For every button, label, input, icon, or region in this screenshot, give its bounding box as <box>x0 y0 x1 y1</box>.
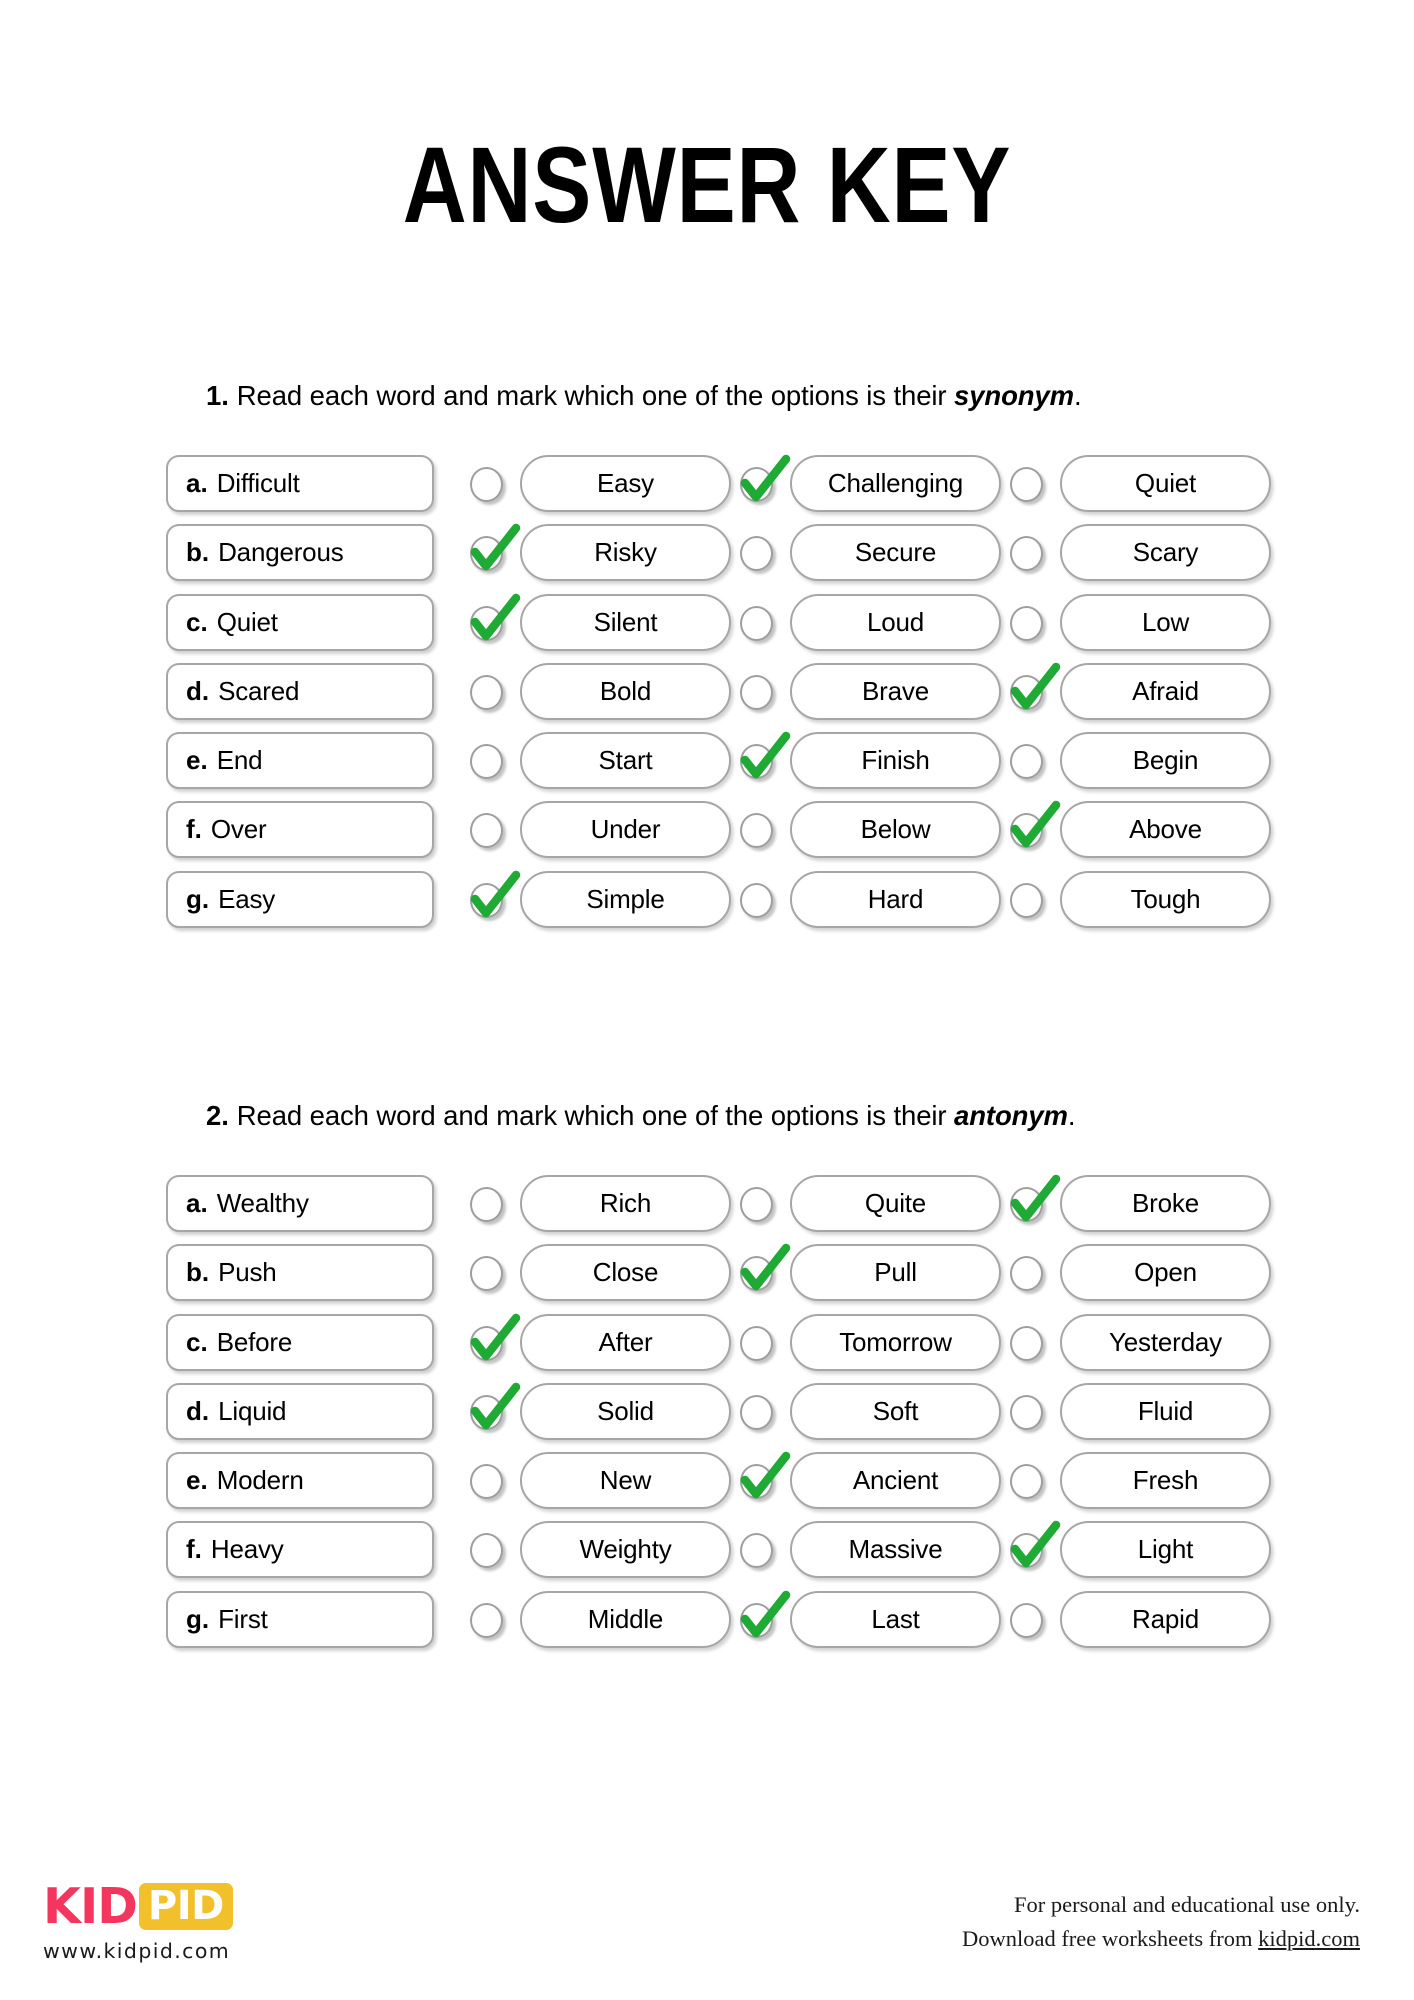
option-pill[interactable] <box>1060 455 1271 512</box>
option-label: New <box>599 1465 652 1496</box>
option-label: Under <box>590 814 661 845</box>
page-title-text: ANSWER KEY <box>402 124 1012 245</box>
logo-url: www.kidpid.com <box>43 1939 231 1963</box>
option-pill[interactable] <box>520 801 731 858</box>
question-word-box <box>166 801 434 858</box>
option-label: Quiet <box>1134 468 1197 498</box>
option-pill[interactable] <box>790 871 1001 928</box>
section-2-keyword: antonym <box>954 1100 1068 1131</box>
option-pill[interactable] <box>520 1244 731 1301</box>
option-radio-circle[interactable] <box>470 813 503 848</box>
question-word: Before <box>216 1326 293 1357</box>
option-pill[interactable] <box>790 1175 1001 1232</box>
option-radio-circle[interactable] <box>740 606 773 641</box>
option-radio-circle[interactable] <box>1010 675 1043 710</box>
question-letter: b. <box>186 1257 210 1288</box>
question-row <box>0 1518 1414 1587</box>
option-pill[interactable] <box>1060 1452 1271 1509</box>
option-radio-circle[interactable] <box>1010 1187 1043 1222</box>
option-radio-circle[interactable] <box>740 467 773 502</box>
option-radio-circle[interactable] <box>1010 467 1043 502</box>
question-word-box <box>166 663 434 720</box>
section-1-number: 1. <box>206 380 229 411</box>
question-letter: d. <box>186 1395 210 1426</box>
option-label: Light <box>1137 1534 1194 1565</box>
question-word-box <box>166 871 434 928</box>
option-label: Loud <box>866 606 925 637</box>
question-word-box <box>166 1591 434 1648</box>
option-label: Hard <box>867 883 924 914</box>
question-word-box <box>166 594 434 651</box>
question-word-box <box>166 1314 434 1371</box>
option-label: Easy <box>596 468 654 498</box>
option-radio-circle[interactable] <box>740 1603 773 1638</box>
option-radio-circle[interactable] <box>1010 813 1043 848</box>
option-pill[interactable] <box>520 1521 731 1578</box>
option-pill[interactable] <box>790 1521 1001 1578</box>
option-pill[interactable] <box>520 1314 731 1371</box>
kidpid-logo <box>43 1877 233 1963</box>
option-radio-circle[interactable] <box>1010 606 1043 641</box>
option-radio-circle[interactable] <box>470 1187 503 1222</box>
question-word: Difficult <box>216 468 300 498</box>
option-radio-circle[interactable] <box>740 1533 773 1568</box>
option-pill[interactable] <box>1060 594 1271 651</box>
option-radio-circle[interactable] <box>740 813 773 848</box>
option-label: Brave <box>862 675 929 706</box>
option-label: Simple <box>586 883 665 914</box>
option-label: Finish <box>861 745 930 776</box>
question-letter: e. <box>186 745 208 776</box>
question-word: Modern <box>216 1465 304 1496</box>
option-label: Broke <box>1132 1188 1199 1218</box>
question-word: Push <box>218 1257 277 1288</box>
option-label: Tomorrow <box>839 1326 952 1357</box>
option-radio-circle[interactable] <box>1010 744 1043 779</box>
kidpid-link[interactable]: kidpid.com <box>1258 1925 1360 1951</box>
option-pill[interactable] <box>520 455 731 512</box>
question-letter: g. <box>186 883 210 914</box>
question-row <box>0 521 1414 590</box>
option-label: Scary <box>1132 537 1199 568</box>
option-pill[interactable] <box>1060 732 1271 789</box>
option-radio-circle[interactable] <box>740 675 773 710</box>
option-radio-circle[interactable] <box>1010 536 1043 571</box>
option-radio-circle[interactable] <box>470 1533 503 1568</box>
option-radio-circle[interactable] <box>470 1326 503 1361</box>
question-word: Heavy <box>210 1534 284 1565</box>
option-label: Fresh <box>1132 1465 1199 1496</box>
option-radio-circle[interactable] <box>470 1395 503 1430</box>
question-letter: c. <box>186 1326 208 1357</box>
question-word-box <box>166 455 434 512</box>
section-1-instruction-prefix: Read each word and mark which one of the options is their <box>236 380 954 411</box>
option-pill[interactable] <box>1060 871 1271 928</box>
option-pill[interactable] <box>790 455 1001 512</box>
option-label: Start <box>598 745 653 776</box>
option-label: After <box>598 1326 653 1357</box>
option-pill[interactable] <box>520 663 731 720</box>
option-radio-circle[interactable] <box>1010 883 1043 918</box>
option-pill[interactable] <box>520 732 731 789</box>
question-word-box <box>166 732 434 789</box>
option-label: Fluid <box>1137 1395 1194 1426</box>
option-label: Weighty <box>579 1534 672 1565</box>
option-pill[interactable] <box>790 663 1001 720</box>
option-pill[interactable] <box>520 1452 731 1509</box>
question-row <box>0 591 1414 660</box>
question-word-box <box>166 1383 434 1440</box>
option-pill[interactable] <box>1060 524 1271 581</box>
question-word-box <box>166 1452 434 1509</box>
question-row <box>0 660 1414 729</box>
option-radio-circle[interactable] <box>740 1187 773 1222</box>
option-radio-circle[interactable] <box>1010 1256 1043 1291</box>
option-label: Begin <box>1132 745 1199 776</box>
question-row <box>0 1241 1414 1310</box>
option-label: Solid <box>597 1395 654 1426</box>
logo-kid-text: KID <box>43 1877 137 1935</box>
question-letter: f. <box>186 1534 202 1565</box>
option-radio-circle[interactable] <box>470 536 503 571</box>
option-pill[interactable] <box>1060 1244 1271 1301</box>
question-word: Easy <box>218 883 276 914</box>
option-radio-circle[interactable] <box>1010 1533 1043 1568</box>
option-radio-circle[interactable] <box>470 1603 503 1638</box>
option-radio-circle[interactable] <box>1010 1395 1043 1430</box>
option-label: Challenging <box>827 468 964 498</box>
option-pill[interactable] <box>1060 1591 1271 1648</box>
option-label: Tough <box>1130 883 1201 914</box>
logo-pid-badge <box>139 1883 233 1930</box>
question-letter: c. <box>186 606 208 637</box>
question-letter: d. <box>186 675 210 706</box>
question-row <box>0 1588 1414 1657</box>
option-label: Risky <box>594 537 657 568</box>
section-1-rows <box>0 452 1414 937</box>
question-row <box>0 1449 1414 1518</box>
question-row <box>0 1380 1414 1449</box>
option-radio-circle[interactable] <box>740 744 773 779</box>
option-pill[interactable] <box>1060 1521 1271 1578</box>
question-letter: g. <box>186 1603 210 1634</box>
option-radio-circle[interactable] <box>470 744 503 779</box>
option-radio-circle[interactable] <box>470 883 503 918</box>
option-label: Low <box>1141 606 1190 637</box>
question-word: Scared <box>218 675 300 706</box>
option-label: Above <box>1129 814 1202 845</box>
option-label: Soft <box>872 1395 919 1426</box>
option-radio-circle[interactable] <box>740 883 773 918</box>
section-2-number: 2. <box>206 1100 229 1131</box>
option-pill[interactable] <box>790 594 1001 651</box>
question-row <box>0 798 1414 867</box>
option-radio-circle[interactable] <box>740 1464 773 1499</box>
logo-pid-text: PID <box>147 1882 224 1929</box>
option-pill[interactable] <box>1060 663 1271 720</box>
question-row <box>0 868 1414 937</box>
question-word: Dangerous <box>218 537 344 568</box>
question-letter: e. <box>186 1465 208 1496</box>
option-pill[interactable] <box>1060 1175 1271 1232</box>
option-radio-circle[interactable] <box>740 1256 773 1291</box>
option-pill[interactable] <box>790 1244 1001 1301</box>
option-label: Bold <box>599 675 652 706</box>
option-pill[interactable] <box>520 1175 731 1232</box>
question-row <box>0 452 1414 521</box>
option-radio-circle[interactable] <box>1010 1603 1043 1638</box>
question-word-box <box>166 524 434 581</box>
option-radio-circle[interactable] <box>740 1326 773 1361</box>
question-letter: a. <box>186 1188 208 1218</box>
option-label: Secure <box>854 537 937 568</box>
page-title <box>127 124 1286 245</box>
option-radio-circle[interactable] <box>740 1395 773 1430</box>
section-2-instruction <box>206 1100 1306 1132</box>
question-row <box>0 729 1414 798</box>
option-radio-circle[interactable] <box>470 467 503 502</box>
option-pill[interactable] <box>790 524 1001 581</box>
option-radio-circle[interactable] <box>740 536 773 571</box>
option-pill[interactable] <box>1060 1314 1271 1371</box>
question-word: Liquid <box>218 1395 287 1426</box>
question-letter: b. <box>186 537 210 568</box>
option-pill[interactable] <box>790 1591 1001 1648</box>
option-pill[interactable] <box>790 801 1001 858</box>
section-1-instruction <box>206 380 1306 412</box>
footer-line-2-prefix: Download free worksheets from <box>961 1925 1259 1951</box>
question-word: Over <box>210 814 267 845</box>
option-pill[interactable] <box>520 1591 731 1648</box>
option-pill[interactable] <box>520 524 731 581</box>
question-letter: f. <box>186 814 202 845</box>
option-radio-circle[interactable] <box>1010 1326 1043 1361</box>
footer-usage-note <box>962 1888 1360 1956</box>
option-pill[interactable] <box>790 1383 1001 1440</box>
section-2-rows <box>0 1172 1414 1657</box>
option-label: Close <box>592 1257 659 1288</box>
option-label: Pull <box>874 1257 917 1288</box>
option-label: Rapid <box>1132 1603 1199 1634</box>
option-radio-circle[interactable] <box>470 606 503 641</box>
section-1-keyword: synonym <box>954 380 1075 411</box>
section-1-instruction-suffix: . <box>1074 380 1082 411</box>
option-radio-circle[interactable] <box>470 1464 503 1499</box>
option-label: Below <box>860 814 931 845</box>
question-word: Wealthy <box>216 1188 309 1218</box>
option-label: Middle <box>587 1603 664 1634</box>
question-word-box <box>166 1521 434 1578</box>
option-pill[interactable] <box>1060 801 1271 858</box>
option-pill[interactable] <box>520 1383 731 1440</box>
option-label: Yesterday <box>1109 1326 1222 1357</box>
section-2-instruction-prefix: Read each word and mark which one of the options is their <box>236 1100 954 1131</box>
logo-wordmark <box>43 1877 233 1935</box>
question-letter: a. <box>186 468 208 498</box>
option-label: Massive <box>848 1534 943 1565</box>
option-label: Rich <box>599 1188 652 1218</box>
option-pill[interactable] <box>790 1314 1001 1371</box>
option-label: Last <box>871 1603 920 1634</box>
option-label: Afraid <box>1132 675 1199 706</box>
option-pill[interactable] <box>790 1452 1001 1509</box>
option-label: Ancient <box>852 1465 939 1496</box>
question-word-box <box>166 1175 434 1232</box>
footer-line-1: For personal and educational use only. <box>1014 1892 1360 1917</box>
option-pill[interactable] <box>520 594 731 651</box>
option-pill[interactable] <box>520 871 731 928</box>
question-row <box>0 1311 1414 1380</box>
option-radio-circle[interactable] <box>470 675 503 710</box>
option-pill[interactable] <box>1060 1383 1271 1440</box>
option-label: Open <box>1134 1257 1197 1288</box>
option-label: Quite <box>864 1188 927 1218</box>
question-word: Quiet <box>216 606 278 637</box>
footer-line-2 <box>962 1922 1360 1956</box>
option-radio-circle[interactable] <box>470 1256 503 1291</box>
question-word: End <box>216 745 263 776</box>
option-label: Silent <box>593 606 658 637</box>
section-2-instruction-suffix: . <box>1067 1100 1076 1131</box>
option-pill[interactable] <box>790 732 1001 789</box>
option-radio-circle[interactable] <box>1010 1464 1043 1499</box>
question-word: First <box>218 1603 268 1634</box>
question-word-box <box>166 1244 434 1301</box>
question-row <box>0 1172 1414 1241</box>
